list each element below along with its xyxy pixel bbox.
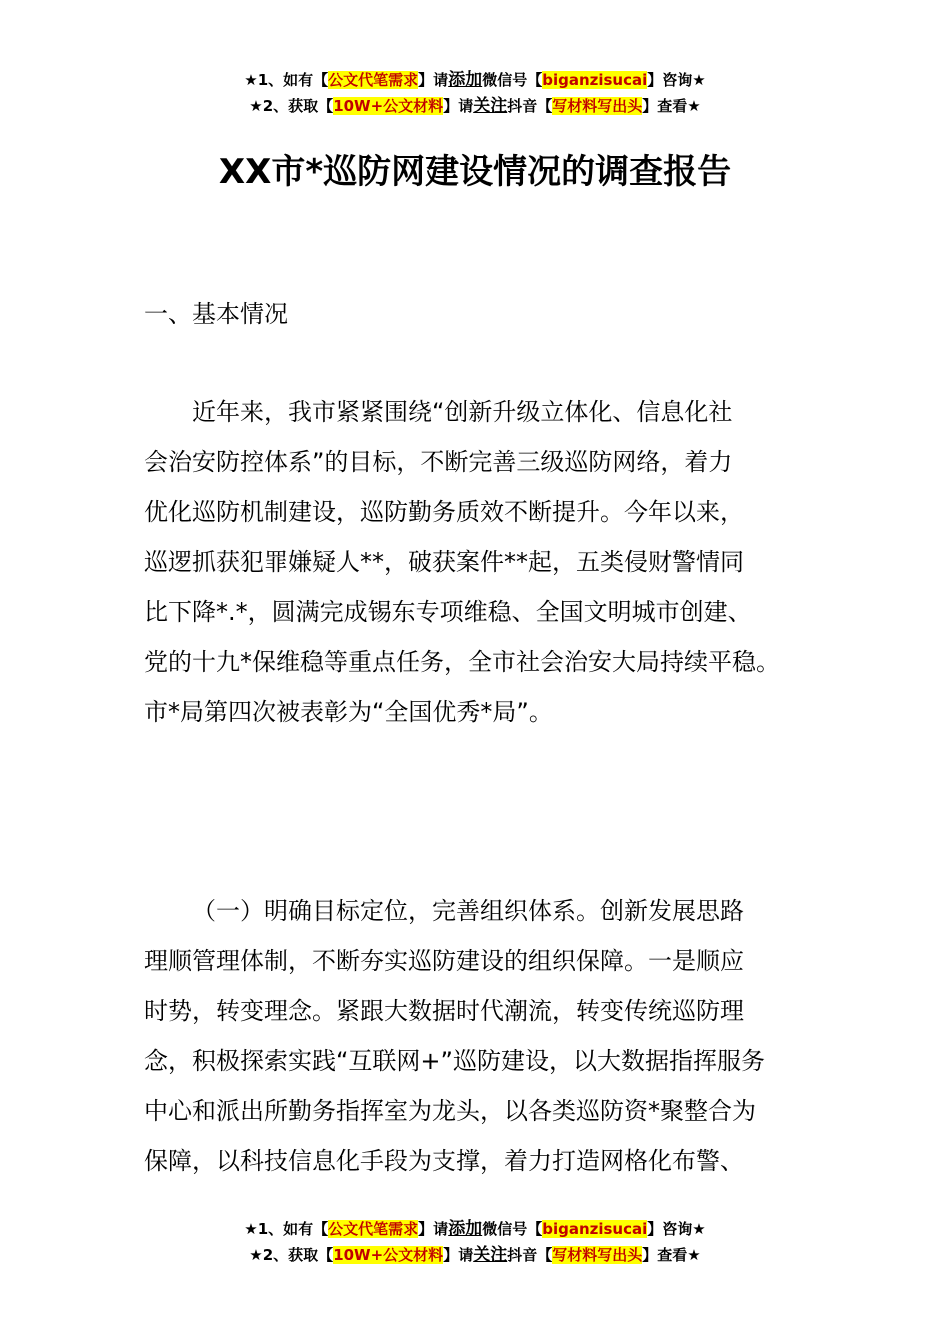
banner-line-1 xyxy=(0,1216,950,1242)
banner-highlight: 公文代笔需求 xyxy=(328,1220,419,1238)
banner-highlight: 写材料写出头 xyxy=(552,97,643,115)
banner-text: 】请 xyxy=(418,71,449,89)
banner-highlight: 10W+公文材料 xyxy=(333,97,444,115)
banner-highlight: 10W+公文材料 xyxy=(333,1246,444,1264)
banner-line-1 xyxy=(0,67,950,93)
section-heading: 一、基本情况 xyxy=(144,300,288,328)
banner-underline: 关注 xyxy=(473,1245,508,1265)
banner-underline: 关注 xyxy=(473,96,508,116)
banner-text: 微信号【 xyxy=(482,1220,543,1238)
paragraph-line: 市*局第四次被表彰为“全国优秀*局”。 xyxy=(144,698,553,726)
paragraph-line: 党的十九*保维稳等重点任务，全市社会治安大局持续平稳。 xyxy=(144,648,780,676)
banner-text: 抖音【 xyxy=(507,97,553,115)
banner-underline: 添加 xyxy=(448,70,483,90)
banner-highlight: biganzisucai xyxy=(542,1220,648,1238)
banner-text: ★2、获取【 xyxy=(249,1246,334,1264)
paragraph-line: 巡逻抓获犯罪嫌疑人**，破获案件**起，五类侵财警情同 xyxy=(144,548,744,576)
paragraph-line: 比下降*.*，圆满完成锡东专项维稳、全国文明城市创建、 xyxy=(144,598,752,626)
paragraph-line: 时势，转变理念。紧跟大数据时代潮流，转变传统巡防理 xyxy=(144,997,744,1025)
banner-underline: 添加 xyxy=(448,1219,483,1239)
paragraph-line: 理顺管理体制，不断夯实巡防建设的组织保障。一是顺应 xyxy=(144,947,744,975)
banner-highlight: 公文代笔需求 xyxy=(328,71,419,89)
paragraph-line: 念，积极探索实践“互联网+”巡防建设，以大数据指挥服务 xyxy=(144,1047,765,1075)
paragraph-line: 近年来，我市紧紧围绕“创新升级立体化、信息化社 xyxy=(192,398,733,426)
banner-highlight: 写材料写出头 xyxy=(552,1246,643,1264)
document-title: XX市*巡防网建设情况的调查报告 xyxy=(218,152,732,192)
banner-text: 】查看★ xyxy=(642,1246,701,1264)
banner-text: 微信号【 xyxy=(482,71,543,89)
banner-text: 】咨询★ xyxy=(647,71,706,89)
banner-text: ★2、获取【 xyxy=(249,97,334,115)
paragraph-line: 保障，以科技信息化手段为支撑，着力打造网格化布警、 xyxy=(144,1147,744,1175)
banner-text: ★1、如有【 xyxy=(244,71,329,89)
footer-banner xyxy=(0,1216,950,1268)
banner-text: 】查看★ xyxy=(642,97,701,115)
banner-line-2 xyxy=(0,93,950,119)
paragraph-basic-situation xyxy=(144,387,834,737)
banner-line-2 xyxy=(0,1242,950,1268)
paragraph-line: 优化巡防机制建设，巡防勤务质效不断提升。今年以来， xyxy=(144,498,744,526)
banner-highlight: biganzisucai xyxy=(542,71,648,89)
paragraph-line: 会治安防控体系”的目标，不断完善三级巡防网络，着力 xyxy=(144,448,733,476)
paragraph-goal-positioning xyxy=(144,886,834,1186)
paragraph-line: 中心和派出所勤务指挥室为龙头，以各类巡防资*聚整合为 xyxy=(144,1097,756,1125)
header-banner xyxy=(0,67,950,119)
banner-text: 】咨询★ xyxy=(647,1220,706,1238)
banner-text: ★1、如有【 xyxy=(244,1220,329,1238)
banner-text: 抖音【 xyxy=(507,1246,553,1264)
paragraph-line: （一）明确目标定位，完善组织体系。创新发展思路 xyxy=(192,897,744,925)
banner-text: 】请 xyxy=(443,97,474,115)
banner-text: 】请 xyxy=(418,1220,449,1238)
banner-text: 】请 xyxy=(443,1246,474,1264)
